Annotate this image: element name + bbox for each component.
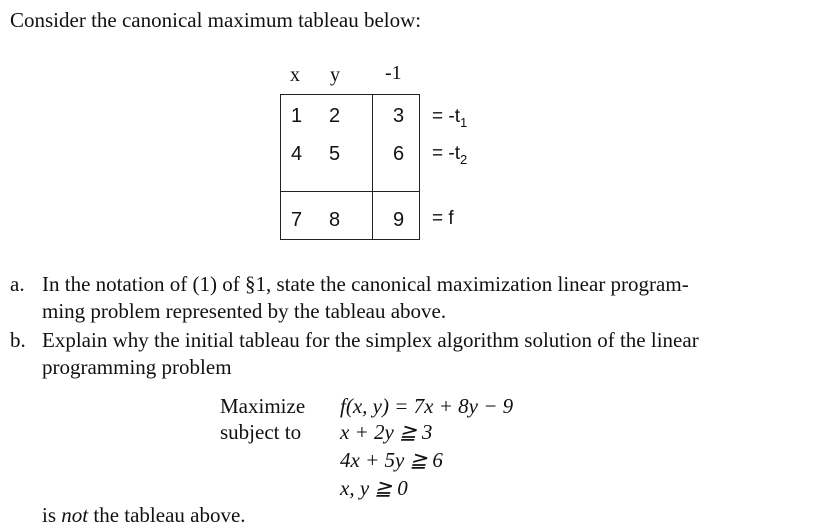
cell-r1-c1: 1 (291, 105, 303, 127)
intro-text: Consider the canonical maximum tableau below: (10, 8, 422, 32)
item-a-line-2: ming problem represented by the tableau above. (42, 299, 447, 323)
constraint-1: x + 2y ≧ 3 (340, 420, 433, 444)
constraint-3: x, y ≧ 0 (340, 476, 408, 500)
rhs-row-1: = $-t_1$ (432, 106, 468, 130)
tableau-horizontal-divider (281, 191, 419, 192)
item-b-line-2: programming problem (42, 355, 232, 379)
constraint-2: 4x + 5y ≧ 6 (340, 448, 443, 472)
cell-r1-c3: 3 (393, 105, 405, 127)
closing-line: is not the tableau above. (42, 503, 246, 527)
header-y: y (330, 64, 340, 86)
item-b-line-1: Explain why the initial tableau for the simplex algorithm solution of the linear (42, 328, 699, 352)
cell-r2-c3: 6 (393, 143, 405, 165)
objective-function: f(x, y) = 7x + 8y − 9 (340, 394, 514, 418)
item-a-label: a. (10, 272, 25, 296)
cell-obj-c1: 7 (291, 209, 303, 231)
cell-r2-c1: 4 (291, 143, 303, 165)
maximize-label: Maximize (220, 394, 306, 418)
subject-to-label: subject to (220, 420, 302, 444)
cell-obj-c2: 8 (329, 209, 341, 231)
tableau-vertical-divider (372, 95, 373, 239)
header-minus-one: -1 (385, 62, 402, 84)
header-x: x (290, 64, 300, 86)
cell-obj-c3: 9 (393, 209, 405, 231)
item-a-line-1: In the notation of (1) of §1, state the canonical maximization linear program- (42, 272, 689, 296)
rhs-objective: = f (432, 208, 454, 229)
tableau-box (280, 94, 420, 240)
cell-r1-c2: 2 (329, 105, 341, 127)
item-b-label: b. (10, 328, 26, 352)
rhs-row-2: = $-t_2$ (432, 143, 468, 167)
emphasis-not: not (61, 503, 89, 527)
cell-r2-c2: 5 (329, 143, 341, 165)
